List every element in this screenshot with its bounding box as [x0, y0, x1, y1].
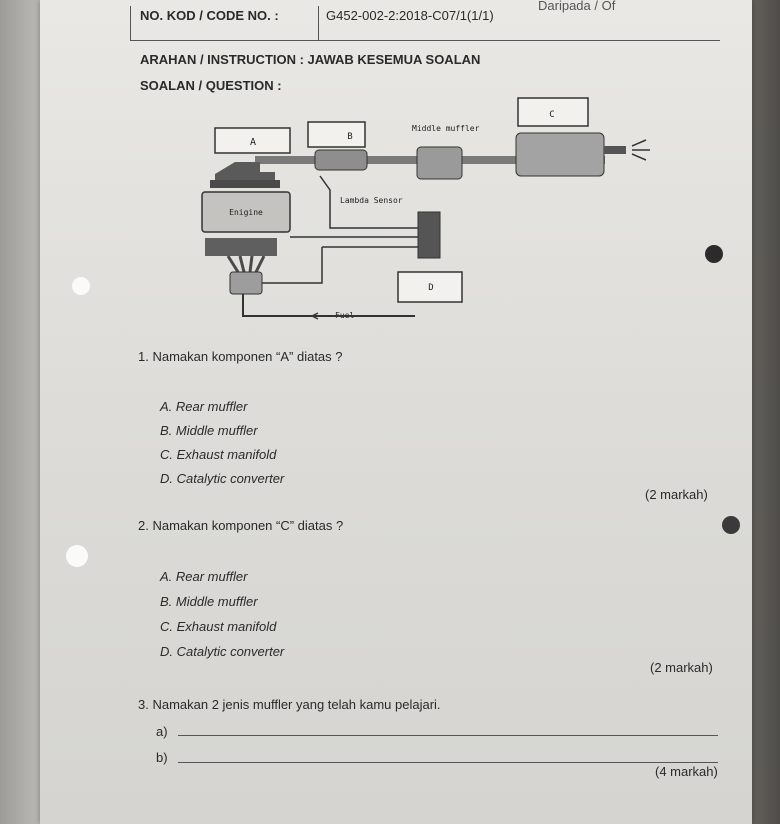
fuel-arrow	[312, 313, 330, 319]
q3-answer-a-label: a)	[156, 724, 168, 739]
exhaust-system-diagram	[0, 0, 780, 340]
q1-option-a: A. Rear muffler	[160, 399, 248, 414]
ecu-unit	[418, 212, 440, 258]
rear-muffler-shape	[516, 133, 604, 176]
question-heading: SOALAN / QUESTION :	[140, 78, 282, 93]
fuel-line	[243, 294, 415, 316]
ecu-wire-2	[262, 247, 418, 283]
binder-hole-left-2	[66, 545, 88, 567]
binder-hole-right-2	[722, 516, 740, 534]
question-3: 3. Namakan 2 jenis muffler yang telah kamu pelajari.	[138, 697, 441, 712]
engine-label: Enigine	[229, 208, 263, 217]
code-value: G452-002-2:2018-C07/1(1/1)	[326, 8, 494, 23]
binder-hole-right-1	[705, 245, 723, 263]
fuel-rail	[230, 272, 262, 294]
q3-answer-b-label: b)	[156, 750, 168, 765]
lambda-sensor-label: Lambda Sensor	[340, 196, 403, 205]
q3-answer-a-line[interactable]	[178, 735, 718, 736]
fuel-label: Fuel	[335, 311, 355, 320]
label-b: B	[347, 132, 353, 142]
instruction: ARAHAN / INSTRUCTION : JAWAB KESEMUA SOALAN	[140, 52, 481, 67]
page-label: Daripada / Of	[538, 0, 616, 13]
catalytic-converter-shape	[315, 150, 367, 170]
middle-muffler-label: Middle muffler	[412, 124, 480, 133]
q3-answer-b-line[interactable]	[178, 762, 718, 763]
q2-option-b: B. Middle muffler	[160, 594, 258, 609]
tail-pipe	[604, 146, 626, 154]
q1-option-b: B. Middle muffler	[160, 423, 258, 438]
intake-manifold	[205, 238, 277, 256]
middle-muffler-shape	[417, 147, 462, 179]
binder-hole-left-1	[72, 277, 90, 295]
engine-top-strip	[210, 180, 280, 188]
exhaust-flow-lines	[632, 140, 650, 160]
q2-option-d: D. Catalytic converter	[160, 644, 285, 659]
q2-option-c: C. Exhaust manifold	[160, 619, 277, 634]
q1-option-c: C. Exhaust manifold	[160, 447, 277, 462]
label-box-b	[308, 122, 365, 147]
q1-marks: (2 markah)	[645, 487, 708, 502]
label-a: A	[249, 137, 257, 148]
question-1: 1. Namakan komponen “A” diatas ?	[138, 349, 343, 364]
q2-marks: (2 markah)	[650, 660, 713, 675]
q2-option-a: A. Rear muffler	[160, 569, 248, 584]
question-2: 2. Namakan komponen “C” diatas ?	[138, 518, 344, 533]
q3-marks: (4 markah)	[655, 764, 718, 779]
label-c: C	[549, 110, 555, 120]
label-d: D	[428, 283, 434, 293]
code-label: NO. KOD / CODE NO. :	[140, 8, 279, 23]
fuel-injectors	[228, 256, 264, 272]
q1-option-d: D. Catalytic converter	[160, 471, 285, 486]
